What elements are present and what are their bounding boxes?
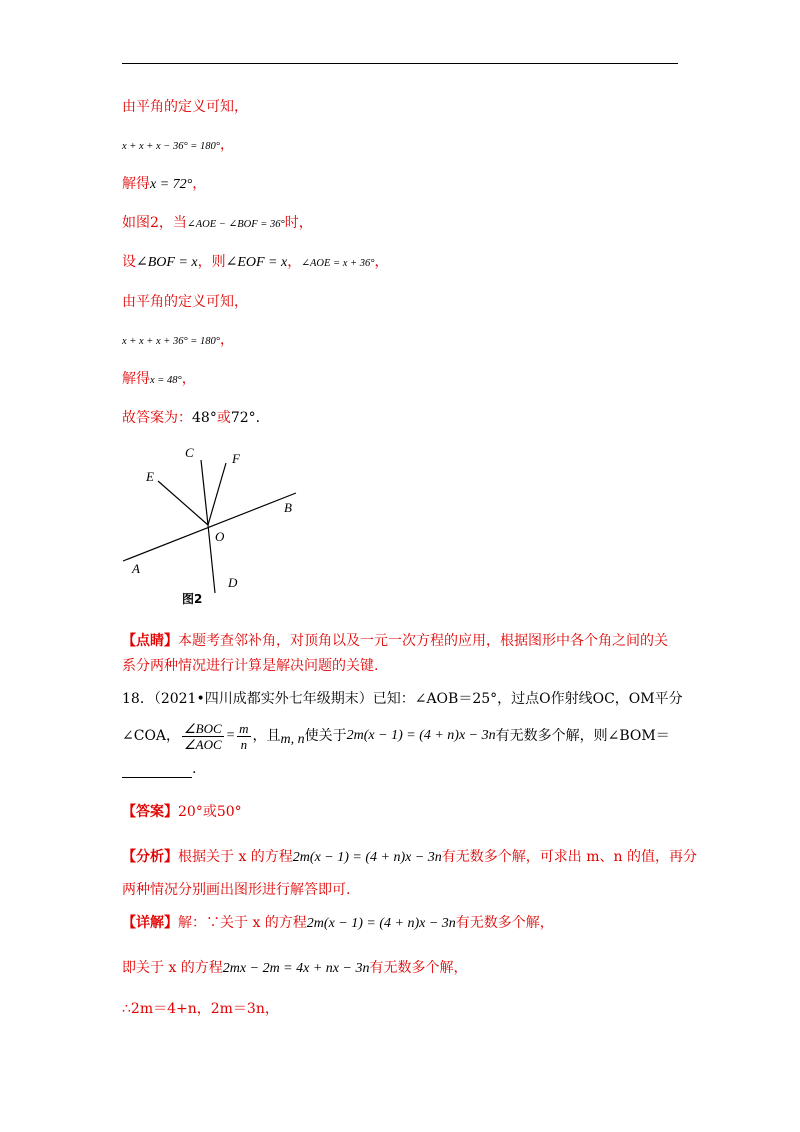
label-b: B	[284, 500, 292, 515]
header-rule	[122, 63, 678, 64]
text-line: 由平角的定义可知，	[122, 294, 248, 310]
question-line: ∠COA， $\frac{\text{∠BOC}}{\text{∠AOC}}$ = $\frac{m}{n}$ ，且 m, n 使关于 2m(x − 1) = (4 + n)x − 3n 有无数多个解，则∠BOM＝	[122, 720, 670, 752]
label-o: O	[215, 529, 225, 544]
label-c: C	[185, 445, 194, 460]
detail-line: 即关于 x 的方程2mx − 2m = 4x + nx − 3n有无数多个解，	[122, 960, 468, 976]
text-line: 如图2，当∠AOE − ∠BOF = 36°时，	[122, 215, 313, 231]
text-line: 解得x = 48°，	[122, 371, 196, 387]
ratio-fraction: $\frac{\text{∠BOC}}{\text{∠AOC}}$	[184, 720, 222, 752]
ray-of	[208, 463, 226, 525]
label-d: D	[228, 575, 238, 590]
text-line: 故答案为：48°或72°.	[122, 410, 261, 426]
detail-line: ∴2m＝4+n，2m＝3n，	[122, 1001, 279, 1017]
detail-line: 【详解】解：∵关于 x 的方程2m(x − 1) = (4 + n)x − 3n有无数多个解，	[122, 915, 554, 931]
answer-blank-line: .	[122, 760, 196, 778]
equation-line: x + x + x + 36° = 180°，	[122, 332, 234, 348]
line-cd-lower	[208, 525, 215, 593]
figure-caption: 图2	[182, 592, 203, 606]
text-line: 解得x = 72°，	[122, 176, 207, 192]
line-ab	[123, 493, 296, 561]
ratio-fraction-mn: $\frac{m}{n}$	[239, 720, 249, 752]
equation-line: x + x + x − 36° = 180°，	[122, 137, 234, 153]
label-e: E	[146, 469, 154, 484]
text-line: 由平角的定义可知，	[122, 99, 248, 115]
ray-oe	[158, 481, 208, 525]
line-cd	[201, 460, 208, 525]
label-a: A	[132, 561, 140, 576]
answer-blank	[122, 765, 192, 778]
question-line: 18．（2021•四川成都实外七年级期末）已知：∠AOB＝25°，过点O作射线OC，OM平分	[122, 691, 683, 707]
answer-line: 【答案】20°或50°	[122, 804, 242, 820]
analysis-block: 【分析】根据关于 x 的方程2m(x − 1) = (4 + n)x − 3n有无数多个解，可求出 m、n 的值，再分 两种情况分别画出图形进行解答即可.	[122, 849, 697, 898]
text-line: 设∠BOF = x，则∠EOF = x，∠AOE = x + 36°，	[122, 254, 389, 270]
geometry-figure	[118, 443, 318, 613]
comment-block: 【点睛】本题考查邻补角，对顶角以及一元一次方程的应用，根据图形中各个角之间的关 系分两种情况进行计算是解决问题的关键.	[122, 633, 668, 674]
label-f: F	[232, 451, 240, 466]
